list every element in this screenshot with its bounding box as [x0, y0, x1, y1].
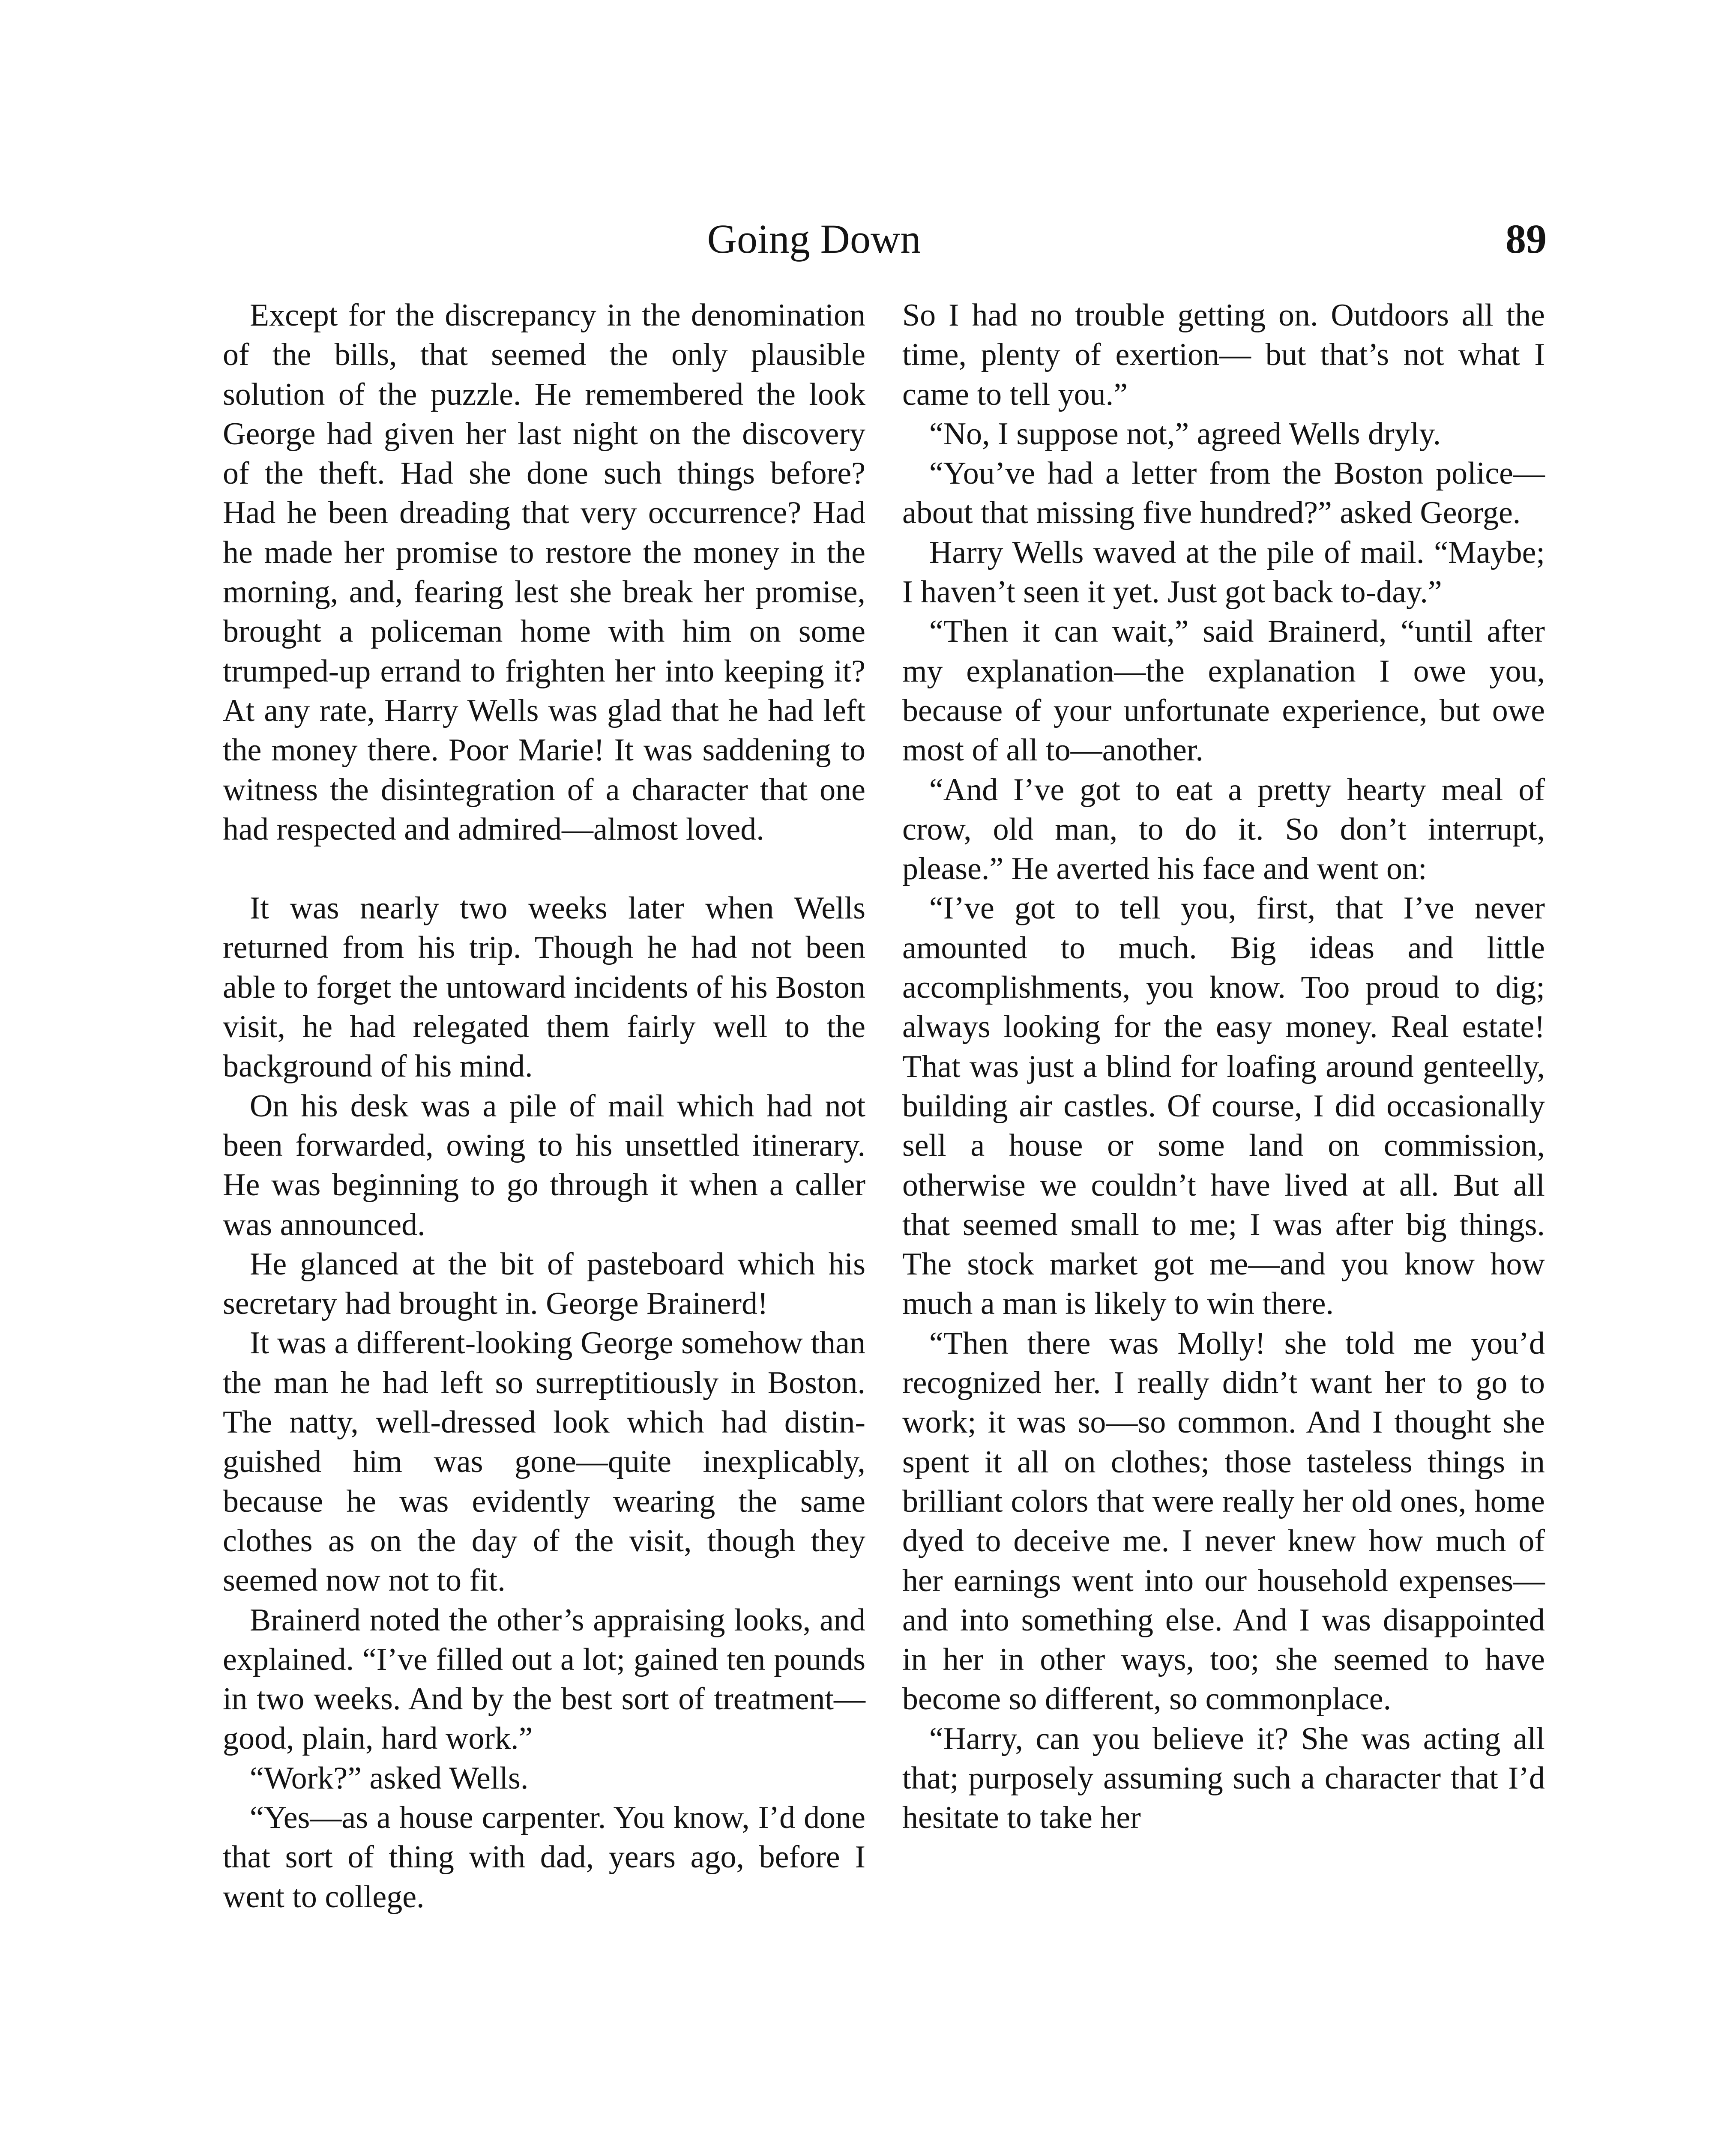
- paragraph: So I had no trouble getting on. Outdoors all the time, plenty of exertion— but that’s not what I came to tell you.”: [902, 298, 1545, 412]
- left-column: [223, 296, 865, 1917]
- paragraph: It was nearly two weeks later when Wells returned from his trip. Though he had not been able to forget the untoward incidents of his Boston visit, he had relegated them fairly well to the background of his mind.: [223, 891, 865, 1084]
- paragraph: On his desk was a pile of mail which had not been forwarded, owing to his unsettled itinerary. He was beginning to go through it when a caller was announced.: [223, 1088, 865, 1242]
- paragraph: It was a different-looking George somehow than the man he had left so surreptitiously in Boston. The natty, well-dressed look which had distinguished him was gone—quite inexplicably, because he was evidently wearing the same clothes as on the day of the visit, though they seemed now not to fit.: [223, 1325, 865, 1598]
- paragraph: “Then it can wait,” said Brainerd, “until after my explanation—the explanation I owe you, because of your unfortunate experience, but owe most of all to—another.: [902, 614, 1545, 768]
- paragraph: Harry Wells waved at the pile of mail. “Maybe; I haven’t seen it yet. Just got back to-day.”: [902, 535, 1545, 610]
- paragraph: “Harry, can you believe it? She was acting all that; purposely assuming such a character that I’d hesitate to take her: [902, 1721, 1545, 1836]
- paragraph: “Work?” asked Wells.: [249, 1760, 529, 1796]
- paragraph: “And I’ve got to eat a pretty hearty meal of crow, old man, to do it. So don’t interrupt, please.” He averted his face and went on:: [902, 772, 1545, 887]
- paragraph: “I’ve got to tell you, first, that I’ve never amounted to much. Big ideas and little accomplishments, you know. Too proud to dig; always looking for the easy money. Real estate! That was just a blind for loafing around genteelly, building air castles. Of course, I did occasionally sell a house or some land on commission, otherwise we couldn’t have lived at all. But all that seemed small to me; I was after big things. The stock market got me—and you know how much a man is likely to win there.: [902, 891, 1545, 1322]
- running-title: Going Down: [707, 216, 921, 262]
- right-column: [902, 296, 1545, 1838]
- paragraph: Except for the discrepancy in the denomination of the bills, that seemed the only plausible solution of the puzzle. He remembered the look George had given her last night on the discovery of the theft. Had she done such things before? Had he been dreading that very occurrence? Had he made her promise to restore the money in the morning, and, fearing lest she break her promise, brought a policeman home with him on some trumped-up errand to frighten her into keeping it? At any rate, Harry Wells was glad that he had left the money there. Poor Marie! It was saddening to witness the disintegration of a character that one had respected and admired—almost loved.: [223, 298, 865, 847]
- paragraph: “No, I suppose not,” agreed Wells dryly.: [929, 416, 1441, 452]
- paragraph: He glanced at the bit of pasteboard which his secretary had brought in. George Brainerd!: [223, 1246, 865, 1322]
- page-number: 89: [1506, 216, 1547, 262]
- paragraph: Brainerd noted the other’s appraising looks, and explained. “I’ve filled out a lot; gained ten pounds in two weeks. And by the best sort of treatment— good, plain, hard work.”: [223, 1602, 865, 1756]
- paragraph: “Yes—as a house carpenter. You know, I’d done that sort of thing with dad, years ago, before I went to college.: [223, 1800, 865, 1915]
- paragraph: “Then there was Molly! she told me you’d recognized her. I really didn’t want her to go to work; it was so—so common. And I thought she spent it all on clothes; those tasteless things in brilliant colors that were really her old ones, home dyed to deceive me. I never knew how much of her earnings went into our household expenses—and into something else. And I was disappointed in her in other ways, too; she seemed to have become so different, so commonplace.: [902, 1325, 1545, 1717]
- paragraph: “You’ve had a letter from the Boston police—about that missing five hundred?” asked George.: [902, 456, 1545, 531]
